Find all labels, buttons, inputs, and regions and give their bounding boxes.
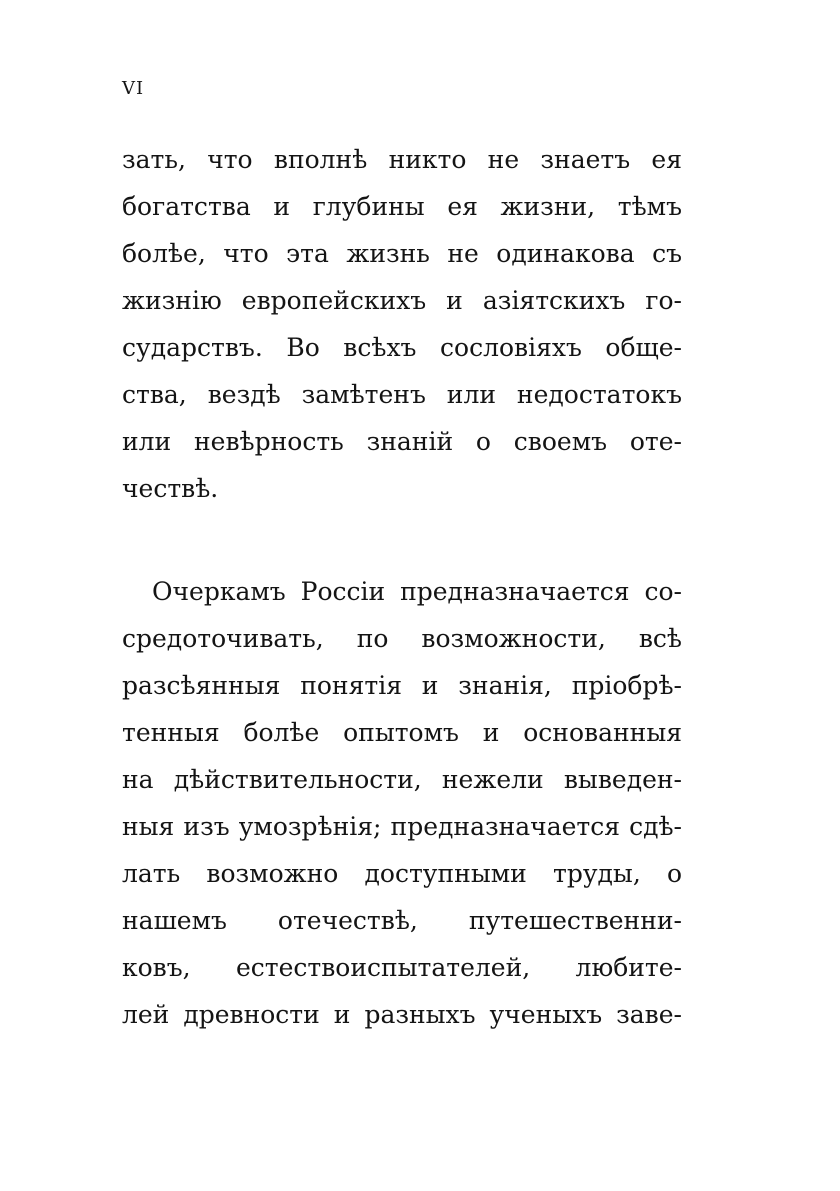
text-line: чествѣ. bbox=[122, 474, 219, 503]
paragraph-1 bbox=[122, 136, 682, 512]
text-line: ковъ, естествоиспытателей, любите- bbox=[122, 953, 682, 982]
text-line: лать возможно доступными труды, о bbox=[122, 859, 682, 888]
text-line: Очеркамъ Россіи предназначается со- bbox=[152, 577, 682, 606]
page-number: VI bbox=[122, 78, 145, 99]
text-line: болѣе, что эта жизнь не одинакова съ bbox=[122, 239, 682, 268]
text-line: нашемъ отечествѣ, путешественни- bbox=[122, 906, 682, 935]
text-line: на дѣйствительности, нежели выведен- bbox=[122, 765, 682, 794]
text-line: богатства и глубины ея жизни, тѣмъ bbox=[122, 192, 682, 221]
text-line: ныя изъ умозрѣнія; предназначается сдѣ- bbox=[122, 812, 682, 841]
text-line: тенныя болѣе опытомъ и основанныя bbox=[122, 718, 682, 747]
text-line: зать, что вполнѣ никто не знаетъ ея bbox=[122, 145, 682, 174]
paragraph-2 bbox=[122, 568, 682, 1038]
text-line: сударствъ. Во всѣхъ сословіяхъ обще- bbox=[122, 333, 682, 362]
text-line: жизнію европейскихъ и азіятскихъ го- bbox=[122, 286, 682, 315]
text-line: разсѣянныя понятія и знанія, пріобрѣ- bbox=[122, 671, 682, 700]
text-line: ства, вездѣ замѣтенъ или недостатокъ bbox=[122, 380, 682, 409]
text-line: или невѣрность знаній о своемъ оте- bbox=[122, 427, 682, 456]
text-line: лей древности и разныхъ ученыхъ заве- bbox=[122, 1000, 682, 1029]
text-line: средоточивать, по возможности, всѣ bbox=[122, 624, 682, 653]
